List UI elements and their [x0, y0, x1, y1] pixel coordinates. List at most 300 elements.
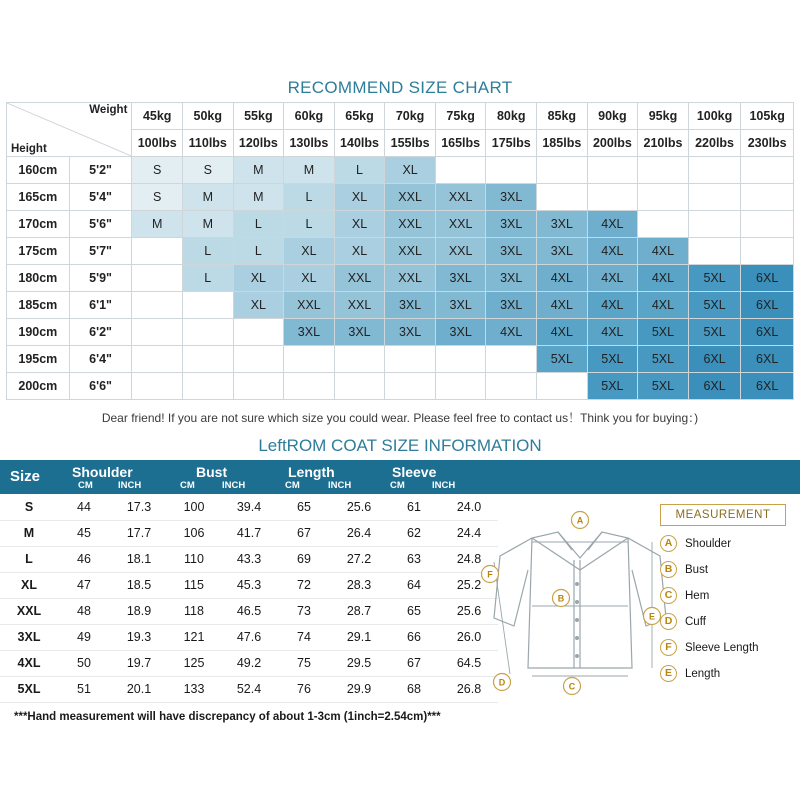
size-cell — [741, 211, 794, 238]
cell-size: 5XL — [0, 676, 58, 702]
header-bust: Bust — [196, 464, 228, 480]
size-cell: 6XL — [688, 346, 741, 373]
size-cell: 4XL — [587, 238, 638, 265]
cell-length-cm: 76 — [278, 676, 330, 702]
size-cell: XXL — [435, 211, 486, 238]
height-cm-cell: 165cm — [7, 184, 70, 211]
weight-lbs-header: 110lbs — [182, 130, 233, 157]
size-cell — [132, 319, 183, 346]
size-cell: 3XL — [486, 292, 537, 319]
cell-bust-inch: 39.4 — [220, 494, 278, 520]
size-cell: 4XL — [537, 319, 588, 346]
cell-shoulder-inch: 19.7 — [110, 650, 168, 676]
cell-shoulder-cm: 51 — [58, 676, 110, 702]
size-cell — [587, 157, 638, 184]
cell-shoulder-cm: 44 — [58, 494, 110, 520]
size-cell: 3XL — [486, 184, 537, 211]
weight-kg-header: 65kg — [334, 103, 385, 130]
legend-item — [660, 587, 790, 604]
legend-item — [660, 613, 790, 630]
size-cell — [688, 211, 741, 238]
header-length-cm: CM — [285, 480, 300, 491]
weight-kg-header: 60kg — [284, 103, 335, 130]
size-cell: 3XL — [385, 292, 436, 319]
size-cell: 3XL — [537, 211, 588, 238]
size-cell — [688, 157, 741, 184]
height-ft-cell: 5'2" — [69, 157, 132, 184]
cell-sleeve-inch: 24.0 — [440, 494, 498, 520]
cell-size: M — [0, 520, 58, 546]
size-cell: XXL — [385, 184, 436, 211]
size-cell: M — [284, 157, 335, 184]
size-cell: 6XL — [741, 319, 794, 346]
cell-shoulder-inch: 18.1 — [110, 546, 168, 572]
table-row — [7, 184, 794, 211]
size-cell — [132, 292, 183, 319]
size-cell: L — [233, 211, 284, 238]
table-row — [0, 650, 498, 676]
size-cell: 3XL — [486, 238, 537, 265]
size-cell: S — [132, 184, 183, 211]
size-cell: XXL — [385, 238, 436, 265]
weight-kg-header: 80kg — [486, 103, 537, 130]
header-shoulder: Shoulder — [72, 464, 133, 480]
cell-sleeve-inch: 64.5 — [440, 650, 498, 676]
header-length: Length — [288, 464, 335, 480]
size-cell: 5XL — [688, 319, 741, 346]
cell-length-cm: 75 — [278, 650, 330, 676]
height-ft-cell: 5'6" — [69, 211, 132, 238]
cell-bust-inch: 43.3 — [220, 546, 278, 572]
size-cell — [182, 373, 233, 400]
header-length-inch: INCH — [328, 480, 352, 491]
weight-lbs-header: 175lbs — [486, 130, 537, 157]
height-ft-cell: 6'1" — [69, 292, 132, 319]
size-cell: 6XL — [741, 292, 794, 319]
cell-length-cm: 72 — [278, 572, 330, 598]
recommend-size-chart-title: RECOMMEND SIZE CHART — [287, 78, 513, 97]
size-cell — [638, 211, 689, 238]
table-row — [7, 265, 794, 292]
size-cell: XXL — [435, 184, 486, 211]
size-cell: 5XL — [537, 346, 588, 373]
size-cell: XXL — [334, 292, 385, 319]
weight-kg-header: 105kg — [741, 103, 794, 130]
cell-sleeve-inch: 25.2 — [440, 572, 498, 598]
size-cell: XXL — [284, 292, 335, 319]
cell-bust-inch: 45.3 — [220, 572, 278, 598]
cell-bust-inch: 47.6 — [220, 624, 278, 650]
legend-label: Sleeve Length — [685, 641, 759, 654]
size-cell: XL — [233, 292, 284, 319]
height-ft-cell: 5'4" — [69, 184, 132, 211]
svg-text:B: B — [557, 593, 565, 604]
size-cell — [741, 184, 794, 211]
cell-length-inch: 28.7 — [330, 598, 388, 624]
legend-item — [660, 639, 790, 656]
cell-sleeve-cm: 62 — [388, 520, 440, 546]
size-cell — [182, 292, 233, 319]
size-cell — [284, 373, 335, 400]
cell-size: S — [0, 494, 58, 520]
size-cell — [435, 346, 486, 373]
table-row — [7, 319, 794, 346]
size-cell — [435, 373, 486, 400]
legend-label: Bust — [685, 563, 709, 576]
weight-lbs-header: 140lbs — [334, 130, 385, 157]
size-cell — [233, 373, 284, 400]
cell-bust-cm: 100 — [168, 494, 220, 520]
cell-shoulder-cm: 49 — [58, 624, 110, 650]
header-shoulder-cm: CM — [78, 480, 93, 491]
size-cell — [385, 346, 436, 373]
size-cell: XL — [284, 238, 335, 265]
chart-corner-cell — [7, 103, 132, 157]
cell-sleeve-cm: 63 — [388, 546, 440, 572]
weight-lbs-header: 130lbs — [284, 130, 335, 157]
cell-length-inch: 27.2 — [330, 546, 388, 572]
size-cell: L — [233, 238, 284, 265]
measurement-legend-title: MEASUREMENT — [660, 504, 786, 526]
table-row — [0, 520, 498, 546]
size-cell: 3XL — [486, 211, 537, 238]
table-row — [0, 494, 498, 520]
coat-size-table — [0, 494, 498, 703]
legend-badge-icon: A — [660, 535, 677, 552]
size-cell — [182, 346, 233, 373]
size-cell — [435, 157, 486, 184]
size-cell: 5XL — [688, 292, 741, 319]
cell-shoulder-inch: 20.1 — [110, 676, 168, 702]
table-row — [7, 373, 794, 400]
cell-length-cm: 73 — [278, 598, 330, 624]
size-cell — [537, 157, 588, 184]
legend-item — [660, 665, 790, 682]
cell-size: XL — [0, 572, 58, 598]
table-row — [0, 598, 498, 624]
contact-note: Dear friend! If you are not sure which size you could wear. Please feel free to contact us！Think you for buying：) — [101, 411, 699, 425]
table-row — [7, 211, 794, 238]
legend-badge-icon: B — [660, 561, 677, 578]
cell-shoulder-inch: 17.3 — [110, 494, 168, 520]
cell-shoulder-cm: 45 — [58, 520, 110, 546]
svg-text:E: E — [648, 611, 656, 622]
cell-length-inch: 29.5 — [330, 650, 388, 676]
weight-lbs-header: 220lbs — [688, 130, 741, 157]
size-cell: 5XL — [638, 319, 689, 346]
cell-length-cm: 74 — [278, 624, 330, 650]
size-cell: L — [284, 184, 335, 211]
cell-bust-inch: 49.2 — [220, 650, 278, 676]
size-cell — [486, 346, 537, 373]
cell-shoulder-inch: 19.3 — [110, 624, 168, 650]
size-cell: 4XL — [537, 265, 588, 292]
weight-kg-header: 50kg — [182, 103, 233, 130]
size-cell: L — [334, 157, 385, 184]
hand-measurement-note: ***Hand measurement will have discrepancy of about 1-3cm (1inch=2.54cm)*** — [14, 710, 441, 723]
header-size: Size — [10, 468, 41, 485]
cell-length-inch: 29.1 — [330, 624, 388, 650]
svg-text:F: F — [487, 569, 493, 580]
height-ft-cell: 5'7" — [69, 238, 132, 265]
info-table-header-bar — [0, 460, 800, 494]
height-cm-cell: 185cm — [7, 292, 70, 319]
size-cell: 6XL — [688, 373, 741, 400]
size-cell — [537, 373, 588, 400]
height-cm-cell: 175cm — [7, 238, 70, 265]
size-cell: XXL — [334, 265, 385, 292]
cell-size: 4XL — [0, 650, 58, 676]
cell-shoulder-inch: 18.5 — [110, 572, 168, 598]
coat-size-information-section — [0, 434, 800, 723]
size-cell: M — [233, 184, 284, 211]
weight-lbs-header: 100lbs — [132, 130, 183, 157]
size-cell: 3XL — [435, 265, 486, 292]
height-cm-cell: 195cm — [7, 346, 70, 373]
table-row — [0, 624, 498, 650]
size-cell: 3XL — [486, 265, 537, 292]
table-row — [0, 572, 498, 598]
weight-lbs-header: 165lbs — [435, 130, 486, 157]
size-cell — [182, 319, 233, 346]
cell-length-inch: 29.9 — [330, 676, 388, 702]
size-cell: XL — [284, 265, 335, 292]
size-cell: 3XL — [435, 319, 486, 346]
cell-bust-cm: 106 — [168, 520, 220, 546]
cell-size: XXL — [0, 598, 58, 624]
cell-sleeve-inch: 24.4 — [440, 520, 498, 546]
size-cell: M — [132, 211, 183, 238]
size-cell: 5XL — [638, 373, 689, 400]
height-axis-label: Height — [11, 143, 47, 155]
size-cell — [537, 184, 588, 211]
size-cell — [233, 346, 284, 373]
cell-bust-cm: 115 — [168, 572, 220, 598]
header-sleeve: Sleeve — [392, 464, 437, 480]
weight-kg-header: 85kg — [537, 103, 588, 130]
cell-shoulder-cm: 47 — [58, 572, 110, 598]
legend-item — [660, 535, 790, 552]
cell-sleeve-inch: 24.8 — [440, 546, 498, 572]
cell-bust-inch: 52.4 — [220, 676, 278, 702]
header-sleeve-inch: INCH — [432, 480, 456, 491]
weight-kg-header: 100kg — [688, 103, 741, 130]
weight-lbs-header: 185lbs — [537, 130, 588, 157]
size-cell — [334, 346, 385, 373]
legend-badge-icon: C — [660, 587, 677, 604]
size-cell — [132, 265, 183, 292]
header-bust-cm: CM — [180, 480, 195, 491]
weight-kg-header: 90kg — [587, 103, 638, 130]
size-cell — [486, 373, 537, 400]
size-cell: XL — [334, 184, 385, 211]
weight-axis-label: Weight — [89, 104, 128, 116]
svg-text:D: D — [498, 677, 506, 688]
cell-sleeve-cm: 65 — [388, 598, 440, 624]
height-cm-cell: 160cm — [7, 157, 70, 184]
svg-text:C: C — [568, 681, 576, 692]
size-cell: 4XL — [638, 265, 689, 292]
size-cell: 3XL — [385, 319, 436, 346]
size-cell — [486, 157, 537, 184]
legend-label: Length — [685, 667, 721, 680]
height-ft-cell: 6'4" — [69, 346, 132, 373]
table-row — [7, 346, 794, 373]
table-row — [7, 238, 794, 265]
size-cell: 4XL — [587, 211, 638, 238]
cell-bust-inch: 46.5 — [220, 598, 278, 624]
cell-sleeve-cm: 66 — [388, 624, 440, 650]
size-cell: 4XL — [587, 319, 638, 346]
weight-lbs-header: 120lbs — [233, 130, 284, 157]
cell-length-inch: 26.4 — [330, 520, 388, 546]
size-cell: 4XL — [638, 238, 689, 265]
size-cell: M — [182, 211, 233, 238]
size-cell — [638, 157, 689, 184]
weight-lbs-header: 210lbs — [638, 130, 689, 157]
cell-shoulder-cm: 46 — [58, 546, 110, 572]
size-cell — [132, 238, 183, 265]
size-cell: 4XL — [587, 292, 638, 319]
table-row — [0, 546, 498, 572]
height-ft-cell: 6'2" — [69, 319, 132, 346]
cell-sleeve-inch: 26.8 — [440, 676, 498, 702]
cell-length-cm: 67 — [278, 520, 330, 546]
size-cell: L — [284, 211, 335, 238]
recommend-size-chart-table — [6, 102, 794, 400]
size-cell: M — [182, 184, 233, 211]
size-cell — [132, 346, 183, 373]
weight-kg-header: 95kg — [638, 103, 689, 130]
size-cell: XXL — [435, 238, 486, 265]
size-cell: XXL — [385, 265, 436, 292]
size-cell: 3XL — [537, 238, 588, 265]
coat-size-information-title: LeftROM COAT SIZE INFORMATION — [258, 436, 542, 455]
cell-sleeve-inch: 25.6 — [440, 598, 498, 624]
measurement-legend — [660, 504, 790, 682]
size-cell: 5XL — [587, 373, 638, 400]
size-cell — [688, 184, 741, 211]
size-cell: XL — [233, 265, 284, 292]
cell-sleeve-cm: 64 — [388, 572, 440, 598]
size-cell: 6XL — [741, 346, 794, 373]
weight-lbs-header: 230lbs — [741, 130, 794, 157]
legend-badge-icon: E — [660, 665, 677, 682]
legend-label: Hem — [685, 589, 710, 602]
header-sleeve-cm: CM — [390, 480, 405, 491]
cell-sleeve-cm: 61 — [388, 494, 440, 520]
cell-size: L — [0, 546, 58, 572]
cell-sleeve-inch: 26.0 — [440, 624, 498, 650]
size-cell — [132, 373, 183, 400]
legend-badge-icon: F — [660, 639, 677, 656]
cell-shoulder-inch: 18.9 — [110, 598, 168, 624]
cell-shoulder-cm: 48 — [58, 598, 110, 624]
table-row — [0, 676, 498, 702]
cell-bust-inch: 41.7 — [220, 520, 278, 546]
coat-diagram-svg — [480, 498, 680, 698]
size-cell: 5XL — [688, 265, 741, 292]
size-cell — [284, 346, 335, 373]
cell-sleeve-cm: 68 — [388, 676, 440, 702]
size-cell: XL — [385, 157, 436, 184]
height-cm-cell: 170cm — [7, 211, 70, 238]
legend-label: Cuff — [685, 615, 706, 628]
size-cell — [638, 184, 689, 211]
cell-bust-cm: 125 — [168, 650, 220, 676]
cell-shoulder-cm: 50 — [58, 650, 110, 676]
svg-text:A: A — [576, 515, 584, 526]
legend-label: Shoulder — [685, 537, 732, 550]
weight-kg-header: 75kg — [435, 103, 486, 130]
size-cell: 4XL — [486, 319, 537, 346]
size-cell: S — [132, 157, 183, 184]
size-cell: L — [182, 265, 233, 292]
cell-shoulder-inch: 17.7 — [110, 520, 168, 546]
size-cell — [741, 157, 794, 184]
size-cell: M — [233, 157, 284, 184]
weight-lbs-header: 200lbs — [587, 130, 638, 157]
weight-kg-header: 55kg — [233, 103, 284, 130]
size-cell — [334, 373, 385, 400]
cell-size: 3XL — [0, 624, 58, 650]
weight-kg-header: 45kg — [132, 103, 183, 130]
size-cell — [233, 319, 284, 346]
legend-item — [660, 561, 790, 578]
table-row — [7, 157, 794, 184]
height-cm-cell: 190cm — [7, 319, 70, 346]
size-cell: XL — [334, 211, 385, 238]
coat-measurement-diagram — [480, 498, 680, 698]
cell-bust-cm: 121 — [168, 624, 220, 650]
cell-sleeve-cm: 67 — [388, 650, 440, 676]
size-cell: 5XL — [638, 346, 689, 373]
size-cell: XL — [334, 238, 385, 265]
cell-length-cm: 69 — [278, 546, 330, 572]
size-cell: 4XL — [587, 265, 638, 292]
weight-kg-header: 70kg — [385, 103, 436, 130]
header-bust-inch: INCH — [222, 480, 246, 491]
size-cell: L — [182, 238, 233, 265]
header-shoulder-inch: INCH — [118, 480, 142, 491]
size-cell: 4XL — [638, 292, 689, 319]
size-cell: XXL — [385, 211, 436, 238]
size-cell: 4XL — [537, 292, 588, 319]
size-cell: 3XL — [284, 319, 335, 346]
height-cm-cell: 180cm — [7, 265, 70, 292]
size-cell: S — [182, 157, 233, 184]
cell-length-cm: 65 — [278, 494, 330, 520]
cell-length-inch: 28.3 — [330, 572, 388, 598]
size-cell: 3XL — [435, 292, 486, 319]
size-cell — [587, 184, 638, 211]
legend-badge-icon: D — [660, 613, 677, 630]
height-ft-cell: 5'9" — [69, 265, 132, 292]
table-row — [7, 292, 794, 319]
weight-lbs-header: 155lbs — [385, 130, 436, 157]
size-cell: 6XL — [741, 265, 794, 292]
size-cell: 5XL — [587, 346, 638, 373]
cell-bust-cm: 110 — [168, 546, 220, 572]
size-cell — [385, 373, 436, 400]
size-cell — [741, 238, 794, 265]
size-cell: 3XL — [334, 319, 385, 346]
size-cell: 6XL — [741, 373, 794, 400]
height-ft-cell: 6'6" — [69, 373, 132, 400]
cell-length-inch: 25.6 — [330, 494, 388, 520]
size-cell — [688, 238, 741, 265]
cell-bust-cm: 133 — [168, 676, 220, 702]
